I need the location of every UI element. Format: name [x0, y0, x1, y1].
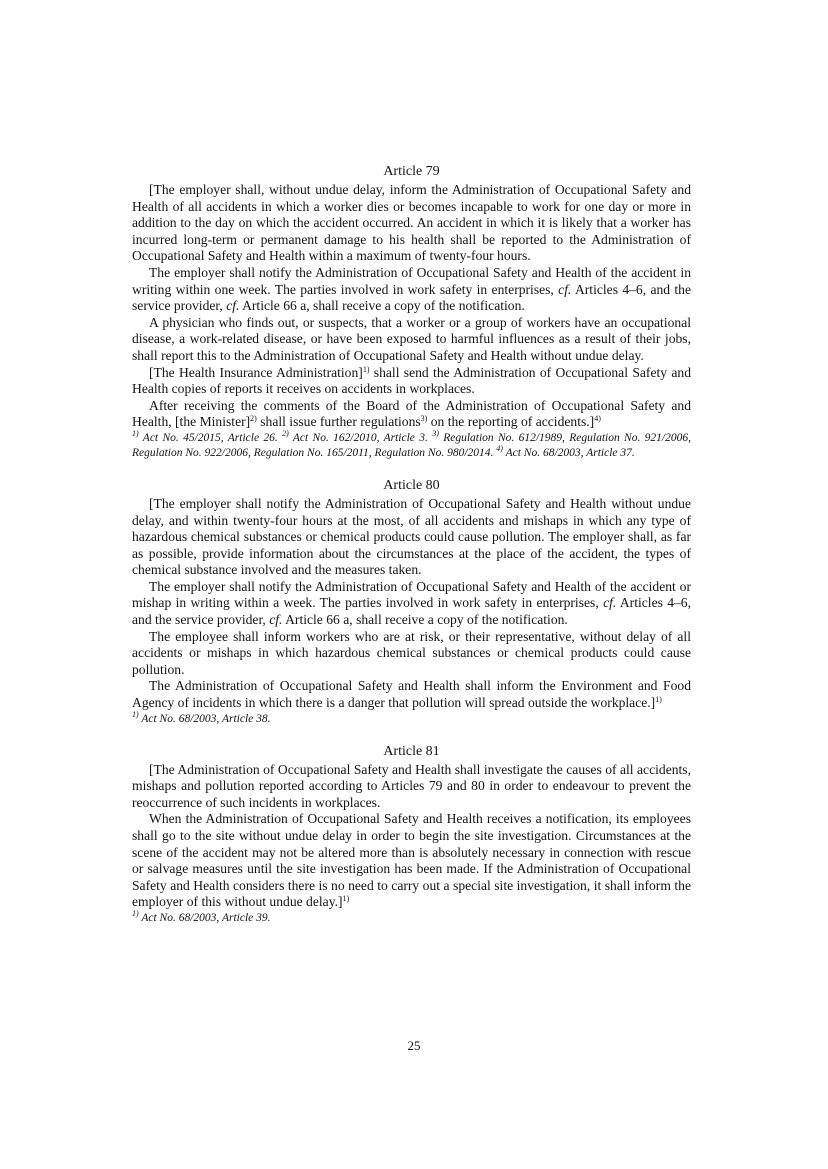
- text-run: Act No. 68/2003, Article 38.: [138, 712, 271, 725]
- text-run: A physician who finds out, or suspects, that a worker or a group of workers have an occupational disease, a work-related disease, or have been exposed to harmful influences as a result of their jobs, shall report this to the Administration of Occupational Safety and Health without undue delay.: [132, 314, 691, 363]
- paragraph: [132, 496, 691, 579]
- text-run: [The employer shall, without undue delay, inform the Administration of Occupational Safety and Health of all accidents in which a worker dies or becomes incapable to work for one day or more in addition to the day on which the accident occurred. An accident in which it is likely that a worker has incurred long-term or permanent damage to his health shall be reported to the Administration of Occupational Safety and Health within a maximum of twenty-four hours.: [132, 182, 691, 264]
- text-run: After receiving the comments of the Board of the Administration of Occupational Safety and Health, [the Minister]: [132, 397, 691, 430]
- paragraph: [132, 182, 691, 265]
- text-run: Articles 4–6, and the service provider,: [132, 281, 692, 314]
- footnote-ref: 1): [132, 428, 139, 438]
- text-run: The employee shall inform workers who are at risk, or their representative, without delay of all accidents or mishaps in which hazardous chemical substances or chemical products could cause pollution.: [132, 628, 691, 677]
- footnote-ref: 2): [250, 414, 257, 424]
- page-content: [132, 163, 691, 926]
- paragraph: [132, 678, 691, 711]
- text-run: cf.: [226, 298, 240, 314]
- article-79: [132, 163, 691, 461]
- text-run: Act No. 68/2003, Article 39.: [138, 911, 271, 924]
- text-run: [The Health Insurance Administration]: [149, 364, 363, 380]
- text-run: shall send the Administration of Occupational Safety and Health copies of reports it receives on accidents in workplaces.: [132, 364, 692, 397]
- text-run: Article 66 a, shall receive a copy of the notification.: [239, 298, 525, 314]
- footnote-ref: 1): [342, 894, 350, 904]
- text-run: [The employer shall notify the Administration of Occupational Safety and Health without undue delay, and within twenty-four hours at the most, of all accidents and mishaps in which any type of hazardous chemical substances or chemical products could cause pollution. The employer shall, as far as possible, provide information about the circumstances at the place of the accident, the types of chemical substance involved and the measures taken.: [132, 495, 691, 578]
- text-run: cf.: [603, 595, 617, 611]
- paragraph: [132, 398, 691, 431]
- text-run: When the Administration of Occupational Safety and Health receives a notification, its employees shall go to the site without undue delay in order to begin the site investigation. Circumstances at the scene of the accident may not be altered more than is absolutely necessary in connection with rescue or salvage measures until the site investigation has been made. If the Administration of Occupational Safety and Health considers there is no need to carry out a special site investigation, it shall inform the employer of this without undue delay.]: [132, 811, 691, 910]
- paragraph: [132, 762, 691, 812]
- text-run: cf.: [269, 612, 283, 628]
- text-run: on the reporting of accidents.]: [427, 414, 595, 430]
- paragraph: [132, 579, 691, 629]
- footnote: [132, 908, 691, 926]
- footnote-ref: 3): [432, 428, 439, 438]
- footnote: [132, 428, 691, 461]
- text-run: The Administration of Occupational Safety and Health shall inform the Environment and Food Agency of incidents in which there is a danger that pollution will spread outside the workplace.]: [132, 678, 691, 711]
- paragraph: [132, 629, 691, 679]
- text-run: [The Administration of Occupational Safety and Health shall investigate the causes of all accidents, mishaps and pollution reported according to Articles 79 and 80 in order to endeavour to prevent the reoccurrence of such incidents in workplaces.: [132, 761, 691, 810]
- paragraph: [132, 315, 691, 365]
- text-run: The employer shall notify the Administration of Occupational Safety and Health of the accident in writing within one week. The parties involved in work safety in enterprises,: [132, 264, 691, 297]
- text-run: Act No. 68/2003, Article 37.: [502, 446, 635, 459]
- paragraph: [132, 365, 691, 398]
- text-run: Regulation No. 612/1989, Regulation No. 921/2006, Regulation No. 922/2006, Regulation No. 165/2011, Regulation No. 980/2014.: [132, 431, 691, 459]
- page-number: 25: [407, 1038, 421, 1053]
- footnote: [132, 709, 691, 727]
- footnote-ref: 1): [132, 709, 139, 719]
- article-title: Article 80: [383, 477, 440, 493]
- article-81: [132, 743, 691, 926]
- footnote-ref: 3): [420, 414, 428, 424]
- text-run: The employer shall notify the Administration of Occupational Safety and Health of the accident or mishap in writing within a week. The parties involved in work safety in enterprises,: [132, 578, 691, 611]
- footnote-ref: 1): [362, 364, 370, 374]
- footnote-ref: 1): [132, 908, 139, 918]
- text-run: Act No. 162/2010, Article 3.: [288, 431, 433, 444]
- footnote-ref: 4): [496, 443, 503, 453]
- paragraph: [132, 811, 691, 911]
- footnote-ref: 1): [655, 695, 662, 705]
- text-run: Act No. 45/2015, Article 26.: [138, 431, 283, 444]
- footnote-ref: 4): [594, 414, 601, 424]
- article-title: Article 81: [383, 743, 440, 759]
- text-run: Articles 4–6, and the service provider,: [132, 595, 692, 628]
- article-title: Article 79: [383, 164, 440, 179]
- text-run: Article 66 a, shall receive a copy of the notification.: [282, 612, 568, 628]
- paragraph: [132, 265, 691, 315]
- footnote-ref: 2): [282, 428, 289, 438]
- article-80: [132, 477, 691, 727]
- text-run: cf.: [558, 281, 572, 297]
- text-run: shall issue further regulations: [256, 414, 421, 430]
